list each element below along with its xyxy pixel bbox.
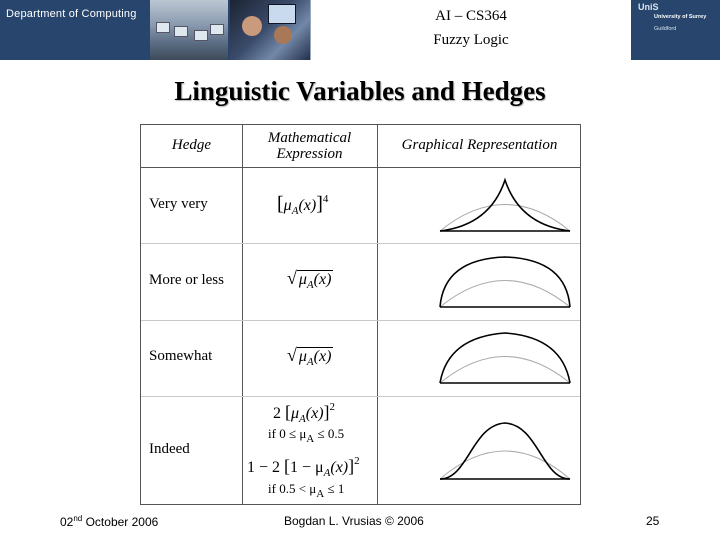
header-expression-line2: Expression bbox=[276, 146, 343, 162]
students-photo bbox=[230, 0, 310, 60]
hedge-indeed: Indeed bbox=[149, 441, 190, 457]
course-code: AI – CS364 bbox=[435, 8, 507, 24]
university-logo bbox=[634, 0, 720, 60]
graph-very-very bbox=[430, 173, 580, 239]
course-topic: Fuzzy Logic bbox=[433, 32, 509, 48]
computer-lab-photo bbox=[150, 0, 228, 60]
hedge-somewhat: Somewhat bbox=[149, 348, 213, 364]
expr-indeed-cond2: if $0.5 < \mu_A \le 1$ bbox=[268, 481, 345, 500]
slide-title: Linguistic Variables and Hedges bbox=[174, 76, 546, 106]
header-hedge: Hedge bbox=[171, 137, 212, 153]
footer-author: Bogdan L. Vrusias © 2006 bbox=[284, 514, 424, 528]
expr-indeed-line2: 1 − 2 $[1 - \mu_A(x)]^2$ bbox=[247, 455, 360, 479]
expr-indeed-cond1: if $0 \le \mu_A \le 0.5$ bbox=[268, 426, 345, 445]
header-expression-line1: Mathematical bbox=[267, 130, 352, 146]
page-number: 25 bbox=[646, 514, 660, 528]
header-graph: Graphical Representation bbox=[401, 137, 558, 153]
expr-very-very: $[\mu_A(x)]^4$ bbox=[277, 193, 329, 217]
expr-indeed-line1: 2 $[\mu_A(x)]^2$ bbox=[273, 401, 336, 425]
footer-date: 02nd October 2006 bbox=[60, 514, 159, 529]
unis-logo-text: UniS bbox=[638, 2, 659, 12]
department-label: Department of Computing bbox=[6, 8, 137, 20]
hedges-table bbox=[140, 124, 581, 505]
university-city: Guildford bbox=[654, 26, 677, 32]
expr-more-or-less: √ $\mu_A(x)$ bbox=[287, 268, 332, 291]
hedge-very-very: Very very bbox=[149, 196, 208, 212]
graph-more-or-less bbox=[430, 249, 580, 315]
expr-somewhat: √ $\mu_A(x)$ bbox=[287, 345, 332, 368]
hedge-more-or-less: More or less bbox=[149, 272, 224, 288]
graph-indeed bbox=[430, 415, 580, 491]
graph-somewhat bbox=[430, 325, 580, 391]
university-name: University of Surrey bbox=[654, 14, 707, 20]
header-bar bbox=[0, 0, 720, 60]
course-title-box bbox=[310, 0, 631, 60]
